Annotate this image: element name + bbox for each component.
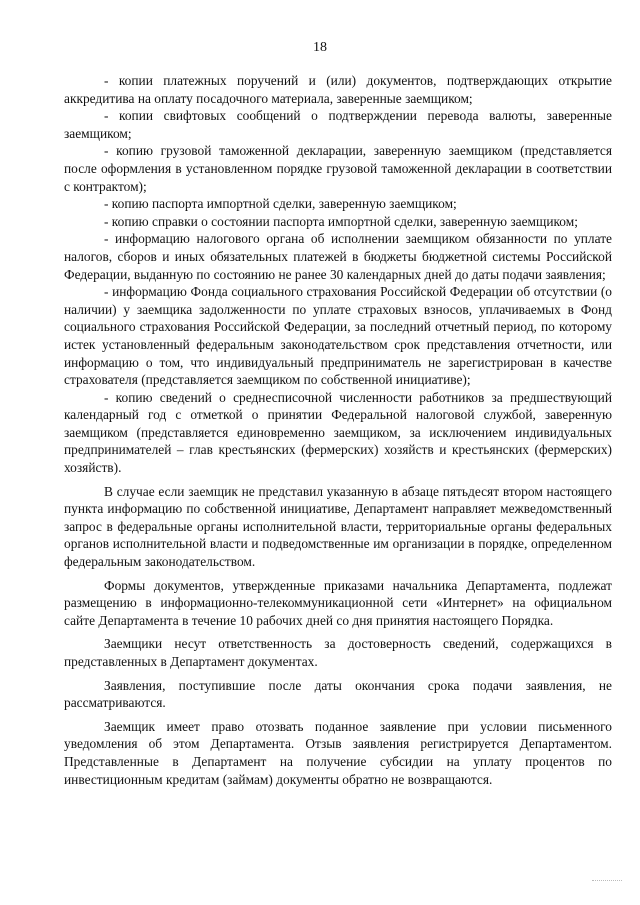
paragraph: - информацию Фонда социального страхования Российской Федерации об отсутствии (о наличии) у заемщика задолженности по уплате страховых взносов, уплачиваемых в Фонд социального страхования Российской Федерации, за последний отчетный период, по которому истек установленный федеральным законодательством срок представления отчетности, или информацию о том, что индивидуальный предприниматель не зарегистрирован в качестве страхователя (представляется заемщиком по собственной инициативе); bbox=[64, 284, 612, 388]
paragraph: - копию паспорта импортной сделки, заверенную заемщиком; bbox=[104, 196, 457, 212]
paragraph: В случае если заемщик не представил указанную в абзаце пятьдесят втором настоящего пункта информацию по собственной инициативе, Департамент направляет межведомственный запрос в федеральные органы исполнительной власти, территориальные органы федеральных органов исполнительной власти и подведомственные им организации в порядке, определенном федеральным законодательством. bbox=[64, 483, 612, 570]
paragraph: Заявления, поступившие после даты окончания срока подачи заявления, не рассматриваются. bbox=[64, 677, 612, 711]
paragraph: - информацию налогового органа об исполнении заемщиком обязанности по уплате налогов, сборов и иных обязательных платежей в бюджеты бюджетной системы Российской Федерации, выданную по состоянию не ранее 30 календарных дней до даты подачи заявления; bbox=[64, 231, 612, 282]
paragraph: - копию справки о состоянии паспорта импортной сделки, заверенную заемщиком; bbox=[104, 213, 578, 229]
paragraph: Заемщики несут ответственность за достоверность сведений, содержащихся в представленных в Департамент документах. bbox=[64, 636, 612, 669]
scan-artifact bbox=[592, 880, 622, 883]
paragraph: Заемщик имеет право отозвать поданное заявление при условии письменного уведомления об этом Департамента. Отзыв заявления регистрируется Департаментом. Представленные в Департамент на получение субсидии на уплату процентов по инвестиционным кредитам (займам) документы обратно не возвращаются. bbox=[64, 718, 612, 787]
paragraph: - копию грузовой таможенной декларации, заверенную заемщиком (представляется после оформления в установленном порядке грузовой таможенной декларации в соответствии с контрактом); bbox=[64, 143, 612, 194]
paragraph: - копии свифтовых сообщений о подтверждении перевода валюты, заверенные заемщиком; bbox=[64, 108, 612, 141]
document-body bbox=[64, 72, 612, 788]
paragraph: - копии платежных поручений и (или) документов, подтверждающих открытие аккредитива на оплату посадочного материала, заверенные заемщиком; bbox=[64, 73, 612, 106]
paragraph: Формы документов, утвержденные приказами начальника Департамента, подлежат размещению в информационно-телекоммуникационной сети «Интернет» на официальном сайте Департамента в течение 10 рабочих дней со дня принятия настоящего Порядка. bbox=[64, 577, 612, 628]
page-number: 18 bbox=[313, 40, 327, 55]
paragraph: - копию сведений о среднесписочной численности работников за предшествующий календарный год с отметкой о принятии Федеральной налоговой службой, заверенную заемщиком (представляется единовременно заемщиком, за исключением индивидуальных предпринимателей – глав крестьянских (фермерских) хозяйств и крестьянских (фермерских) хозяйств). bbox=[64, 389, 612, 476]
